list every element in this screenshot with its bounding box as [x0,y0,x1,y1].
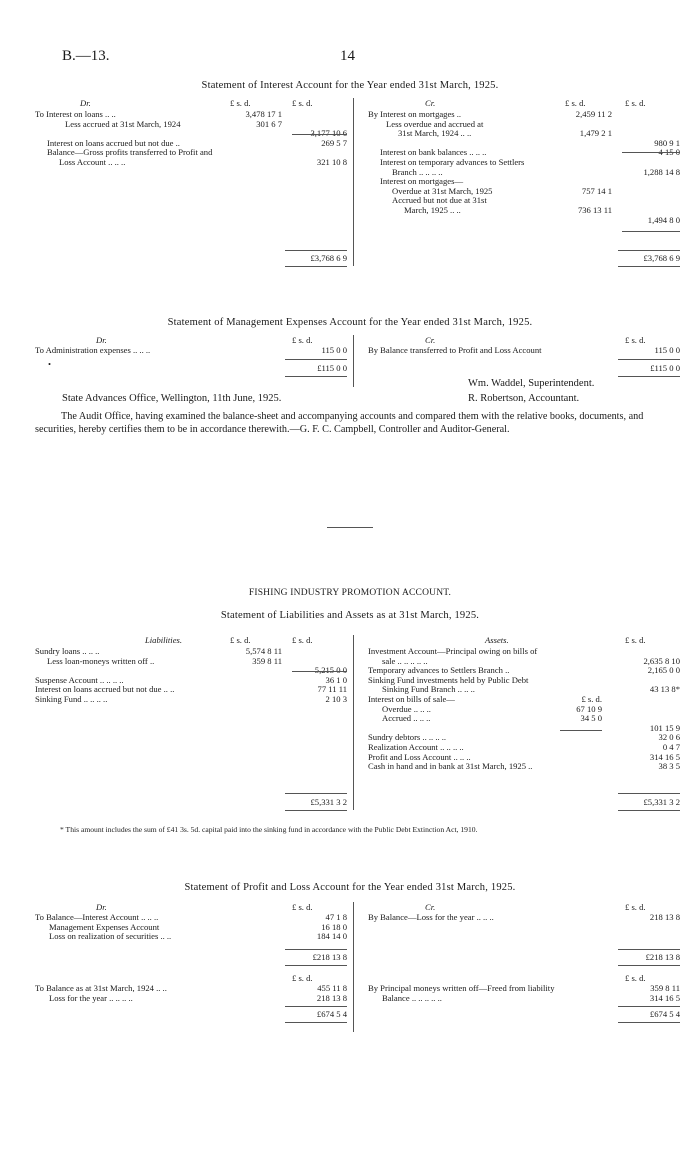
entry-label: March, 1925 .. .. [404,205,461,215]
pl-lsd-b: £ s. d. [625,902,646,912]
entry-amount: 218 13 8 [316,992,347,1003]
entry-inner-amount: 301 6 7 [256,118,282,129]
pl-title: Statement of Profit and Loss Account for the Year ended 31st March, 1925. [184,882,516,893]
interest-cr-label: Cr. [425,98,436,108]
fishing-heading: FISHING INDUSTRY PROMOTION ACCOUNT. [248,588,452,598]
rule [285,810,347,811]
interest-lsd-a: £ s. d. [230,98,251,108]
entry-amount: 16 18 0 [321,921,347,932]
entry-label: Suspense Account .. .. .. .. [35,674,124,685]
rule [285,1022,347,1023]
entry-label: Accrued but not due at 31st [392,195,487,206]
entry-label: Temporary advances to Settlers Branch .. [368,665,510,676]
entry-label: Investment Account—Principal owing on bills of [368,646,538,656]
interest-lsd-c: £ s. d. [565,98,586,108]
entry-amount: 455 11 8 [317,983,347,993]
rule [622,152,680,153]
entry-label: To Interest on loans .. .. [35,109,116,119]
entry-inner-amount: 3,478 17 1 [245,109,282,119]
fishing-total-left: £5,331 3 2 [310,797,347,807]
entry-amount: 2 10 3 [325,694,347,704]
entry-amount: 2,635 8 10 [643,655,680,666]
rule [618,1022,680,1023]
entry-label: Less loan-moneys written off .. [47,655,155,666]
entry-label: Less overdue and accrued at [386,118,484,129]
entry-inner-amount: 2,459 11 2 [575,109,612,119]
entry-amount: 321 10 8 [316,157,347,167]
entry-amount: 4 15 0 [658,147,680,158]
entry-amount: 980 9 1 [654,137,680,148]
entry-amount: 3,177 10 6 [310,128,347,139]
entry-label: Interest on loans accrued but not due .. [47,137,180,148]
entry-label: Interest on temporary advances to Settlers [380,157,525,167]
entry-label: By Interest on mortgages .. [368,109,462,119]
rule [618,1006,680,1007]
fishing-title: Statement of Liabilities and Assets as at 31st March, 1925. [220,610,480,621]
mgmt-divider [353,335,354,387]
entry-amount: 101 15 9 [649,722,680,733]
superintendent-signature: Wm. Waddel, Superintendent. [468,378,595,389]
entry-amount: 77 11 11 [317,684,347,695]
entry-amount: 1,494 8 0 [647,214,680,225]
mgmt-left-entry: To Administration expenses .. .. .. [35,345,151,355]
rule [618,376,680,377]
rule [285,949,347,950]
entry-label: Sinking Fund investments held by Public Debt [368,674,529,685]
mgmt-cr-label: Cr. [425,335,436,345]
mgmt-total-left: £115 0 0 [317,363,347,373]
rule [560,730,602,731]
entry-amount: 32 0 6 [658,732,680,743]
interest-total-left: £3,768 6 9 [310,253,347,263]
entry-amount: 38 3 5 [658,761,680,772]
entry-label: Realization Account .. .. .. .. [368,742,464,752]
entry-label: Cash in hand and in bank at 31st March, 1925 .. [368,761,533,772]
rule [292,671,347,672]
entry-label: Overdue .. .. .. [382,703,431,714]
mgmt-right-amount: 115 0 0 [654,345,680,355]
entry-amount: 269 5 7 [321,137,347,148]
entry-label: Balance .. .. .. .. .. [382,992,442,1003]
page-number: 14 [340,48,355,64]
entry-amount: 1,288 14 8 [643,166,680,177]
interest-lsd-d: £ s. d. [625,98,646,108]
entry-amount: 218 13 8 [649,912,680,922]
entry-inner-amount: £ s. d. [581,694,602,704]
rule [618,359,680,360]
report-code: B.—13. [62,48,110,64]
entry-label: Profit and Loss Account .. .. .. [368,751,471,762]
pl-divider [353,902,354,1032]
entry-amount: 47 1 8 [325,912,347,922]
pl-cr-label: Cr. [425,902,436,912]
mgmt-total-right: £115 0 0 [650,363,680,373]
rule [618,965,680,966]
rule [618,810,680,811]
fishing-lsd-a: £ s. d. [230,635,251,645]
fishing-lsd-b: £ s. d. [292,635,313,645]
entry-amount: 0 4 7 [662,742,680,752]
fishing-divider [353,635,354,810]
entry-label: By Balance—Loss for the year .. .. .. [368,912,494,922]
pl-total1-right: £218 13 8 [645,952,680,962]
entry-amount: 359 8 11 [650,983,680,993]
interest-divider [353,98,354,266]
fishing-footnote: * This amount includes the sum of £41 3s. 5d. capital paid into the sinking fund in accordance with the Public Debt Extinction Act, 1910. [60,825,478,834]
entry-amount: 2,165 0 0 [647,665,680,676]
pl-lsd-c: £ s. d. [292,973,313,983]
entry-inner-amount: 34 5 0 [580,713,602,724]
entry-inner-amount: 67 10 9 [576,703,602,714]
stray-mark: • [48,359,52,369]
interest-title: Statement of Interest Account for the Year ended 31st March, 1925. [201,80,499,91]
rule [285,359,347,360]
entry-label: Management Expenses Account [49,921,160,932]
fishing-lsd-c: £ s. d. [625,635,646,645]
entry-label: Interest on bills of sale— [368,694,455,704]
mgmt-title: Statement of Management Expenses Account for the Year ended 31st March, 1925. [167,317,533,328]
rule [285,965,347,966]
entry-label: Loss Account .. .. .. [59,157,126,167]
pl-total1-left: £218 13 8 [312,952,347,962]
rule [285,376,347,377]
liabilities-label: Liabilities. [145,635,183,645]
rule [618,793,680,794]
interest-dr-label: Dr. [80,98,91,108]
entry-amount: 184 14 0 [316,931,347,942]
entry-inner-amount: 1,479 2 1 [579,128,612,139]
audit-certificate: The Audit Office, having examined the balance-sheet and accompanying accounts and compared them with the relative books, documents, and securities, hereby certifies them to be in accordance therewith.—G. F. C. Campbell, Controller and Auditor-General. [35,411,644,435]
rule [285,1006,347,1007]
rule [285,266,347,267]
entry-label: Sundry debtors .. .. .. .. [368,732,447,743]
entry-label: Overdue at 31st March, 1925 [392,185,493,196]
mgmt-right-entry: By Balance transferred to Profit and Loss Account [368,345,542,355]
entry-label: Interest on bank balances .. .. .. [380,147,487,158]
entry-label: sale .. .. .. .. .. [382,655,428,666]
entry-label: Loss for the year .. .. .. .. [49,992,133,1003]
rule [618,949,680,950]
interest-lsd-b: £ s. d. [292,98,313,108]
entry-label: Accrued .. .. .. [382,713,431,724]
rule [618,266,680,267]
section-separator [327,527,373,528]
entry-label: To Balance—Interest Account .. .. .. [35,912,159,922]
pl-total2-left: £674 5 4 [316,1009,347,1019]
pl-total2-right: £674 5 4 [649,1009,680,1019]
entry-amount: 5,215 0 0 [314,665,347,676]
entry-amount: 43 13 8* [649,684,680,695]
entry-label: To Balance as at 31st March, 1924 .. .. [35,983,167,993]
entry-label: Balance—Gross profits transferred to Profit and [47,147,213,158]
pl-dr-label: Dr. [96,902,107,912]
entry-label: Interest on loans accrued but not due .. .. [35,684,175,695]
assets-label: Assets. [485,635,509,645]
mgmt-left-amount: 115 0 0 [321,345,347,355]
rule [622,231,680,232]
entry-amount: 314 16 5 [649,992,680,1003]
fishing-total-right: £5,331 3 2 [643,797,680,807]
accountant-signature: R. Robertson, Accountant. [468,393,580,404]
entry-label: Loss on realization of securities .. .. [49,931,172,942]
rule [292,134,347,135]
pl-lsd-d: £ s. d. [625,973,646,983]
entry-inner-amount: 5,574 8 11 [245,646,282,656]
entry-label: 31st March, 1924 .. .. [398,128,472,139]
entry-inner-amount: 736 13 11 [577,205,612,215]
rule [285,250,347,251]
entry-inner-amount: 757 14 1 [581,185,612,196]
rule [285,793,347,794]
rule [618,250,680,251]
mgmt-dr-label: Dr. [96,335,107,345]
interest-total-right: £3,768 6 9 [643,253,680,263]
entry-inner-amount: 359 8 11 [252,655,282,666]
entry-label: Interest on mortgages— [380,176,464,187]
entry-label: Sinking Fund .. .. .. .. [35,694,108,704]
office-date-line: State Advances Office, Wellington, 11th June, 1925. [62,393,282,404]
entry-label: Branch .. .. .. .. [392,166,443,177]
mgmt-lsd-b: £ s. d. [625,335,646,345]
entry-label: Sundry loans .. .. .. [35,646,100,656]
entry-label: Sinking Fund Branch .. .. .. [382,684,475,695]
entry-amount: 314 16 5 [649,751,680,762]
mgmt-lsd-a: £ s. d. [292,335,313,345]
entry-label: By Principal moneys written off—Freed from liability [368,983,555,993]
pl-lsd-a: £ s. d. [292,902,313,912]
entry-label: Less accrued at 31st March, 1924 [65,118,181,129]
entry-amount: 36 1 0 [325,674,347,685]
